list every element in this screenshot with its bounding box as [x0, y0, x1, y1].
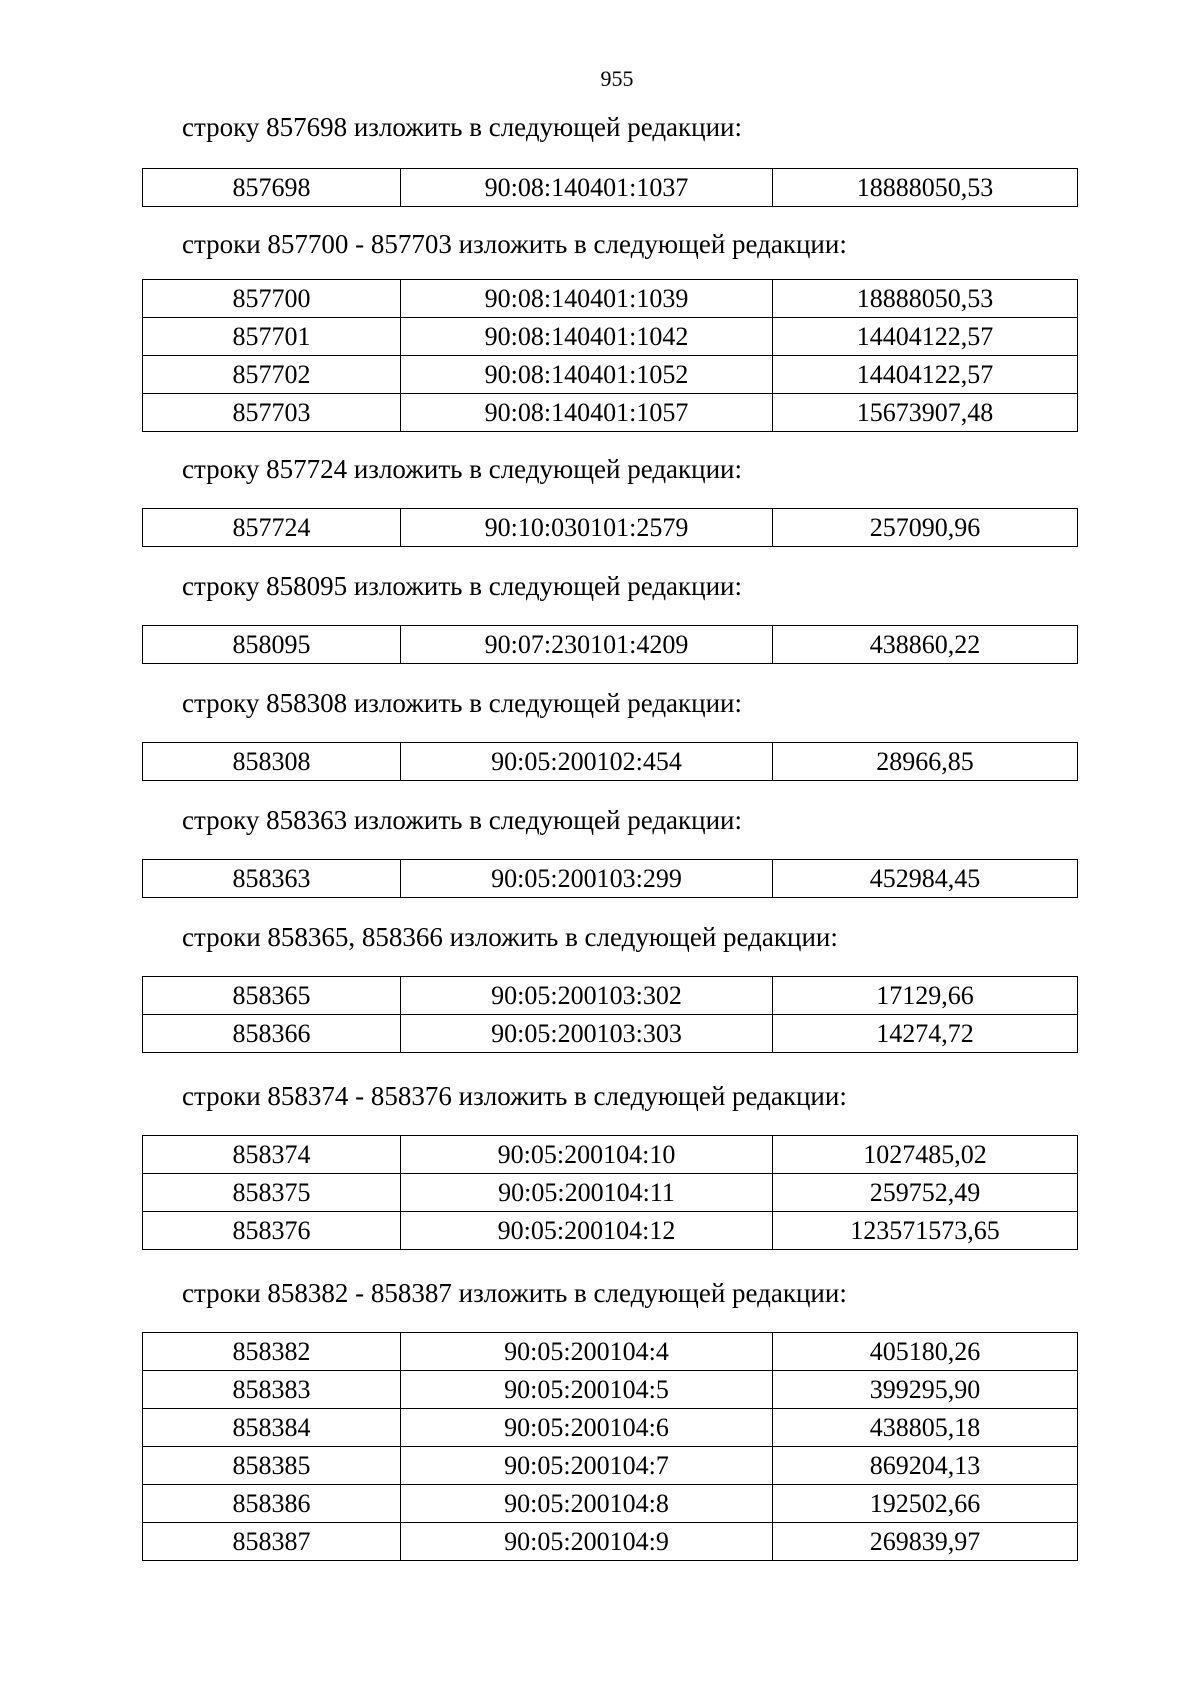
cadastral-value-cell: 869204,13 — [773, 1447, 1078, 1485]
row-number-cell: 857700 — [143, 280, 401, 318]
amendment-instruction: строку 858308 изложить в следующей редакции: — [182, 688, 743, 718]
cadastral-number-cell: 90:05:200104:6 — [401, 1409, 773, 1447]
cadastral-number-cell: 90:05:200103:303 — [401, 1015, 773, 1053]
cadastral-value-cell: 14274,72 — [773, 1015, 1078, 1053]
cadastral-number-cell: 90:05:200104:5 — [401, 1371, 773, 1409]
cadastral-number-cell: 90:07:230101:4209 — [401, 626, 773, 664]
amendment-section — [142, 452, 1077, 547]
table-row — [143, 1212, 1078, 1250]
amendment-table — [142, 859, 1078, 898]
amendment-instruction: строки 858374 - 858376 изложить в следующей редакции: — [182, 1081, 847, 1111]
cadastral-number-cell: 90:05:200104:4 — [401, 1333, 773, 1371]
document-body — [142, 110, 1077, 1561]
amendment-section — [142, 686, 1077, 781]
amendment-table — [142, 1135, 1078, 1250]
table-row — [143, 318, 1078, 356]
table-row — [143, 509, 1078, 547]
row-number-cell: 858387 — [143, 1523, 401, 1561]
cadastral-value-cell: 192502,66 — [773, 1485, 1078, 1523]
cadastral-number-cell: 90:05:200104:12 — [401, 1212, 773, 1250]
table-row — [143, 626, 1078, 664]
row-number-cell: 857701 — [143, 318, 401, 356]
amendment-section — [142, 803, 1077, 898]
amendment-instruction: строки 858382 - 858387 изложить в следующей редакции: — [182, 1278, 847, 1308]
cadastral-value-cell: 452984,45 — [773, 860, 1078, 898]
amendment-section — [142, 920, 1077, 1053]
table-row — [143, 1447, 1078, 1485]
table-row — [143, 1174, 1078, 1212]
table-row — [143, 1523, 1078, 1561]
cadastral-value-cell: 28966,85 — [773, 743, 1078, 781]
cadastral-number-cell: 90:08:140401:1052 — [401, 356, 773, 394]
cadastral-number-cell: 90:10:030101:2579 — [401, 509, 773, 547]
cadastral-value-cell: 259752,49 — [773, 1174, 1078, 1212]
table-row — [143, 977, 1078, 1015]
cadastral-value-cell: 405180,26 — [773, 1333, 1078, 1371]
cadastral-number-cell: 90:08:140401:1057 — [401, 394, 773, 432]
row-number-cell: 858365 — [143, 977, 401, 1015]
cadastral-number-cell: 90:05:200102:454 — [401, 743, 773, 781]
cadastral-number-cell: 90:05:200104:8 — [401, 1485, 773, 1523]
table-row — [143, 743, 1078, 781]
table-row — [143, 280, 1078, 318]
table-row — [143, 860, 1078, 898]
table-row — [143, 1136, 1078, 1174]
row-number-cell: 857702 — [143, 356, 401, 394]
amendment-section — [142, 1079, 1077, 1250]
amendment-table — [142, 742, 1078, 781]
row-number-cell: 858376 — [143, 1212, 401, 1250]
cadastral-value-cell: 1027485,02 — [773, 1136, 1078, 1174]
table-row — [143, 1409, 1078, 1447]
cadastral-value-cell: 123571573,65 — [773, 1212, 1078, 1250]
cadastral-number-cell: 90:08:140401:1037 — [401, 169, 773, 207]
amendment-instruction: строки 857700 - 857703 изложить в следующей редакции: — [182, 229, 847, 259]
row-number-cell: 857703 — [143, 394, 401, 432]
cadastral-number-cell: 90:05:200104:7 — [401, 1447, 773, 1485]
amendment-table — [142, 168, 1078, 207]
amendment-instruction: строку 858095 изложить в следующей редакции: — [182, 571, 743, 601]
cadastral-value-cell: 15673907,48 — [773, 394, 1078, 432]
cadastral-number-cell: 90:05:200104:9 — [401, 1523, 773, 1561]
amendment-section — [142, 1276, 1077, 1561]
amendment-table — [142, 625, 1078, 664]
amendment-instruction: строки 858365, 858366 изложить в следующей редакции: — [182, 922, 838, 952]
amendment-section — [142, 227, 1077, 432]
row-number-cell: 857724 — [143, 509, 401, 547]
row-number-cell: 858386 — [143, 1485, 401, 1523]
row-number-cell: 858363 — [143, 860, 401, 898]
cadastral-value-cell: 18888050,53 — [773, 169, 1078, 207]
table-row — [143, 356, 1078, 394]
amendment-table — [142, 976, 1078, 1053]
row-number-cell: 858366 — [143, 1015, 401, 1053]
row-number-cell: 858308 — [143, 743, 401, 781]
cadastral-value-cell: 438860,22 — [773, 626, 1078, 664]
cadastral-value-cell: 18888050,53 — [773, 280, 1078, 318]
cadastral-value-cell: 17129,66 — [773, 977, 1078, 1015]
amendment-table — [142, 1332, 1078, 1561]
row-number-cell: 858382 — [143, 1333, 401, 1371]
cadastral-value-cell: 14404122,57 — [773, 318, 1078, 356]
cadastral-number-cell: 90:05:200103:302 — [401, 977, 773, 1015]
amendment-instruction: строку 857724 изложить в следующей редакции: — [182, 454, 743, 484]
row-number-cell: 858384 — [143, 1409, 401, 1447]
cadastral-number-cell: 90:08:140401:1042 — [401, 318, 773, 356]
table-row — [143, 1015, 1078, 1053]
row-number-cell: 858374 — [143, 1136, 401, 1174]
amendment-section — [142, 110, 1077, 207]
amendment-section — [142, 569, 1077, 664]
amendment-table — [142, 279, 1078, 432]
table-row — [143, 394, 1078, 432]
row-number-cell: 858385 — [143, 1447, 401, 1485]
table-row — [143, 1333, 1078, 1371]
cadastral-number-cell: 90:05:200103:299 — [401, 860, 773, 898]
cadastral-value-cell: 269839,97 — [773, 1523, 1078, 1561]
cadastral-value-cell: 399295,90 — [773, 1371, 1078, 1409]
cadastral-number-cell: 90:08:140401:1039 — [401, 280, 773, 318]
cadastral-number-cell: 90:05:200104:11 — [401, 1174, 773, 1212]
row-number-cell: 858095 — [143, 626, 401, 664]
table-row — [143, 169, 1078, 207]
amendment-instruction: строку 857698 изложить в следующей редакции: — [182, 112, 743, 142]
row-number-cell: 858375 — [143, 1174, 401, 1212]
cadastral-number-cell: 90:05:200104:10 — [401, 1136, 773, 1174]
amendment-instruction: строку 858363 изложить в следующей редакции: — [182, 805, 743, 835]
cadastral-value-cell: 257090,96 — [773, 509, 1078, 547]
amendment-table — [142, 508, 1078, 547]
table-row — [143, 1371, 1078, 1409]
cadastral-value-cell: 14404122,57 — [773, 356, 1078, 394]
row-number-cell: 858383 — [143, 1371, 401, 1409]
table-row — [143, 1485, 1078, 1523]
page-number: 955 — [600, 66, 634, 91]
cadastral-value-cell: 438805,18 — [773, 1409, 1078, 1447]
row-number-cell: 857698 — [143, 169, 401, 207]
